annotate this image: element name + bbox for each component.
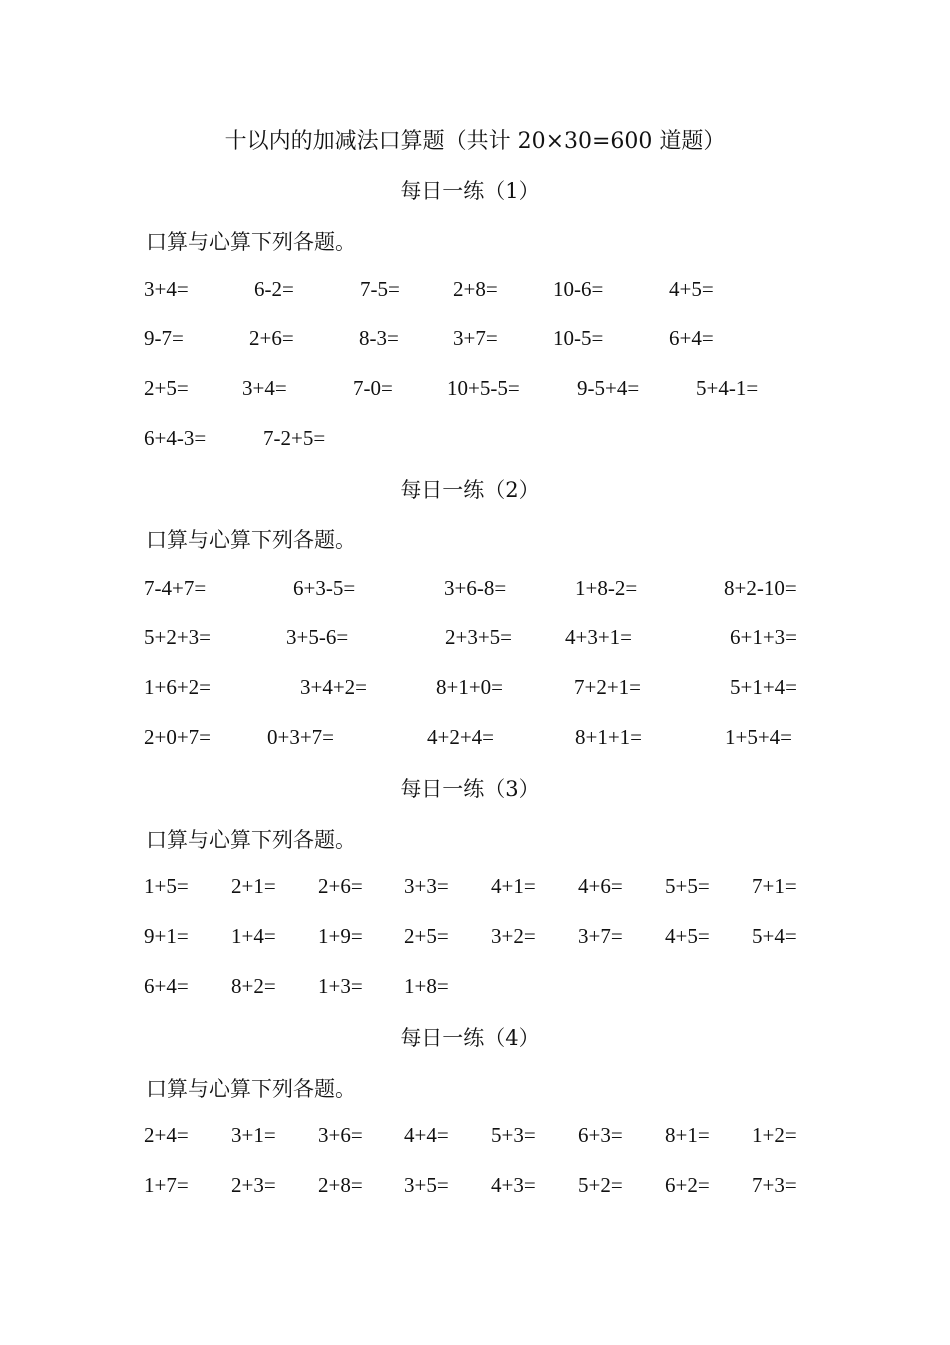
problem-1-3-5: 9-5+4= [577,376,640,400]
problem-1-2-6: 6+4= [669,326,714,350]
problem-2-4-4: 8+1+1= [575,725,643,749]
problem-4-1-7: 8+1= [665,1123,710,1147]
document-title: 十以内的加减法口算题（共计 20×30=600 道题） [224,129,726,154]
problem-4-2-4: 3+5= [404,1173,449,1197]
problem-2-4-5: 1+5+4= [725,725,793,749]
section-title-3: 每日一练（3） [400,777,540,801]
problem-2-3-2: 3+4+2= [300,675,368,699]
problem-4-2-3: 2+8= [318,1173,363,1197]
section-instruction-1: 口算与心算下列各题。 [146,230,356,254]
problem-3-1-3: 2+6= [318,874,363,898]
problem-3-1-5: 4+1= [491,874,536,898]
problem-3-1-2: 2+1= [231,874,276,898]
problem-1-3-3: 7-0= [353,376,393,400]
problem-4-1-4: 4+4= [404,1123,449,1147]
section-instruction-2: 口算与心算下列各题。 [146,528,356,552]
problem-3-2-5: 3+2= [491,924,536,948]
problem-4-1-8: 1+2= [752,1123,797,1147]
problem-2-1-1: 7-4+7= [144,576,207,600]
problem-3-2-8: 5+4= [752,924,797,948]
problem-4-2-6: 5+2= [578,1173,623,1197]
problem-4-1-2: 3+1= [231,1123,276,1147]
problem-2-1-5: 8+2-10= [724,576,797,600]
problem-3-2-2: 1+4= [231,924,276,948]
section-title-1: 每日一练（1） [400,179,540,203]
problem-1-3-6: 5+4-1= [696,376,759,400]
problem-3-3-2: 8+2= [231,974,276,998]
problem-3-1-4: 3+3= [404,874,449,898]
problem-1-4-1: 6+4-3= [144,426,207,450]
problem-1-2-4: 3+7= [453,326,498,350]
problem-2-1-2: 6+3-5= [293,576,356,600]
problem-4-2-5: 4+3= [491,1173,536,1197]
problem-2-3-3: 8+1+0= [436,675,504,699]
problem-1-3-4: 10+5-5= [447,376,520,400]
problem-4-2-7: 6+2= [665,1173,710,1197]
problem-4-1-1: 2+4= [144,1123,189,1147]
problem-1-3-2: 3+4= [242,376,287,400]
problem-2-2-2: 3+5-6= [286,625,349,649]
problem-2-2-5: 6+1+3= [730,625,798,649]
problem-1-1-4: 2+8= [453,277,498,301]
problem-2-1-4: 1+8-2= [575,576,638,600]
problem-4-1-6: 6+3= [578,1123,623,1147]
problem-3-2-3: 1+9= [318,924,363,948]
section-title-4: 每日一练（4） [400,1026,540,1050]
problem-2-3-1: 1+6+2= [144,675,212,699]
problem-1-1-5: 10-6= [553,277,604,301]
problem-2-2-3: 2+3+5= [445,625,513,649]
problem-4-1-3: 3+6= [318,1123,363,1147]
section-instruction-4: 口算与心算下列各题。 [146,1077,356,1101]
problem-3-1-6: 4+6= [578,874,623,898]
problem-4-1-5: 5+3= [491,1123,536,1147]
problem-2-2-1: 5+2+3= [144,625,212,649]
problem-2-4-3: 4+2+4= [427,725,495,749]
problem-3-2-1: 9+1= [144,924,189,948]
problem-1-1-6: 4+5= [669,277,714,301]
problem-3-3-3: 1+3= [318,974,363,998]
problem-1-2-2: 2+6= [249,326,294,350]
problem-1-1-2: 6-2= [254,277,294,301]
problem-1-1-3: 7-5= [360,277,400,301]
problem-1-1-1: 3+4= [144,277,189,301]
problem-1-4-2: 7-2+5= [263,426,326,450]
problem-1-2-5: 10-5= [553,326,604,350]
problem-4-2-1: 1+7= [144,1173,189,1197]
problem-3-3-4: 1+8= [404,974,449,998]
problem-2-3-4: 7+2+1= [574,675,642,699]
problem-1-2-1: 9-7= [144,326,184,350]
problem-2-3-5: 5+1+4= [730,675,798,699]
problem-4-2-2: 2+3= [231,1173,276,1197]
problem-3-2-6: 3+7= [578,924,623,948]
problem-3-2-7: 4+5= [665,924,710,948]
problem-2-4-2: 0+3+7= [267,725,335,749]
section-instruction-3: 口算与心算下列各题。 [146,828,356,852]
problem-3-1-1: 1+5= [144,874,189,898]
problem-3-1-7: 5+5= [665,874,710,898]
problem-3-1-8: 7+1= [752,874,797,898]
problem-1-2-3: 8-3= [359,326,399,350]
section-title-2: 每日一练（2） [400,478,540,502]
problem-2-2-4: 4+3+1= [565,625,633,649]
problem-2-4-1: 2+0+7= [144,725,212,749]
problem-4-2-8: 7+3= [752,1173,797,1197]
problem-1-3-1: 2+5= [144,376,189,400]
problem-3-3-1: 6+4= [144,974,189,998]
problem-2-1-3: 3+6-8= [444,576,507,600]
problem-3-2-4: 2+5= [404,924,449,948]
